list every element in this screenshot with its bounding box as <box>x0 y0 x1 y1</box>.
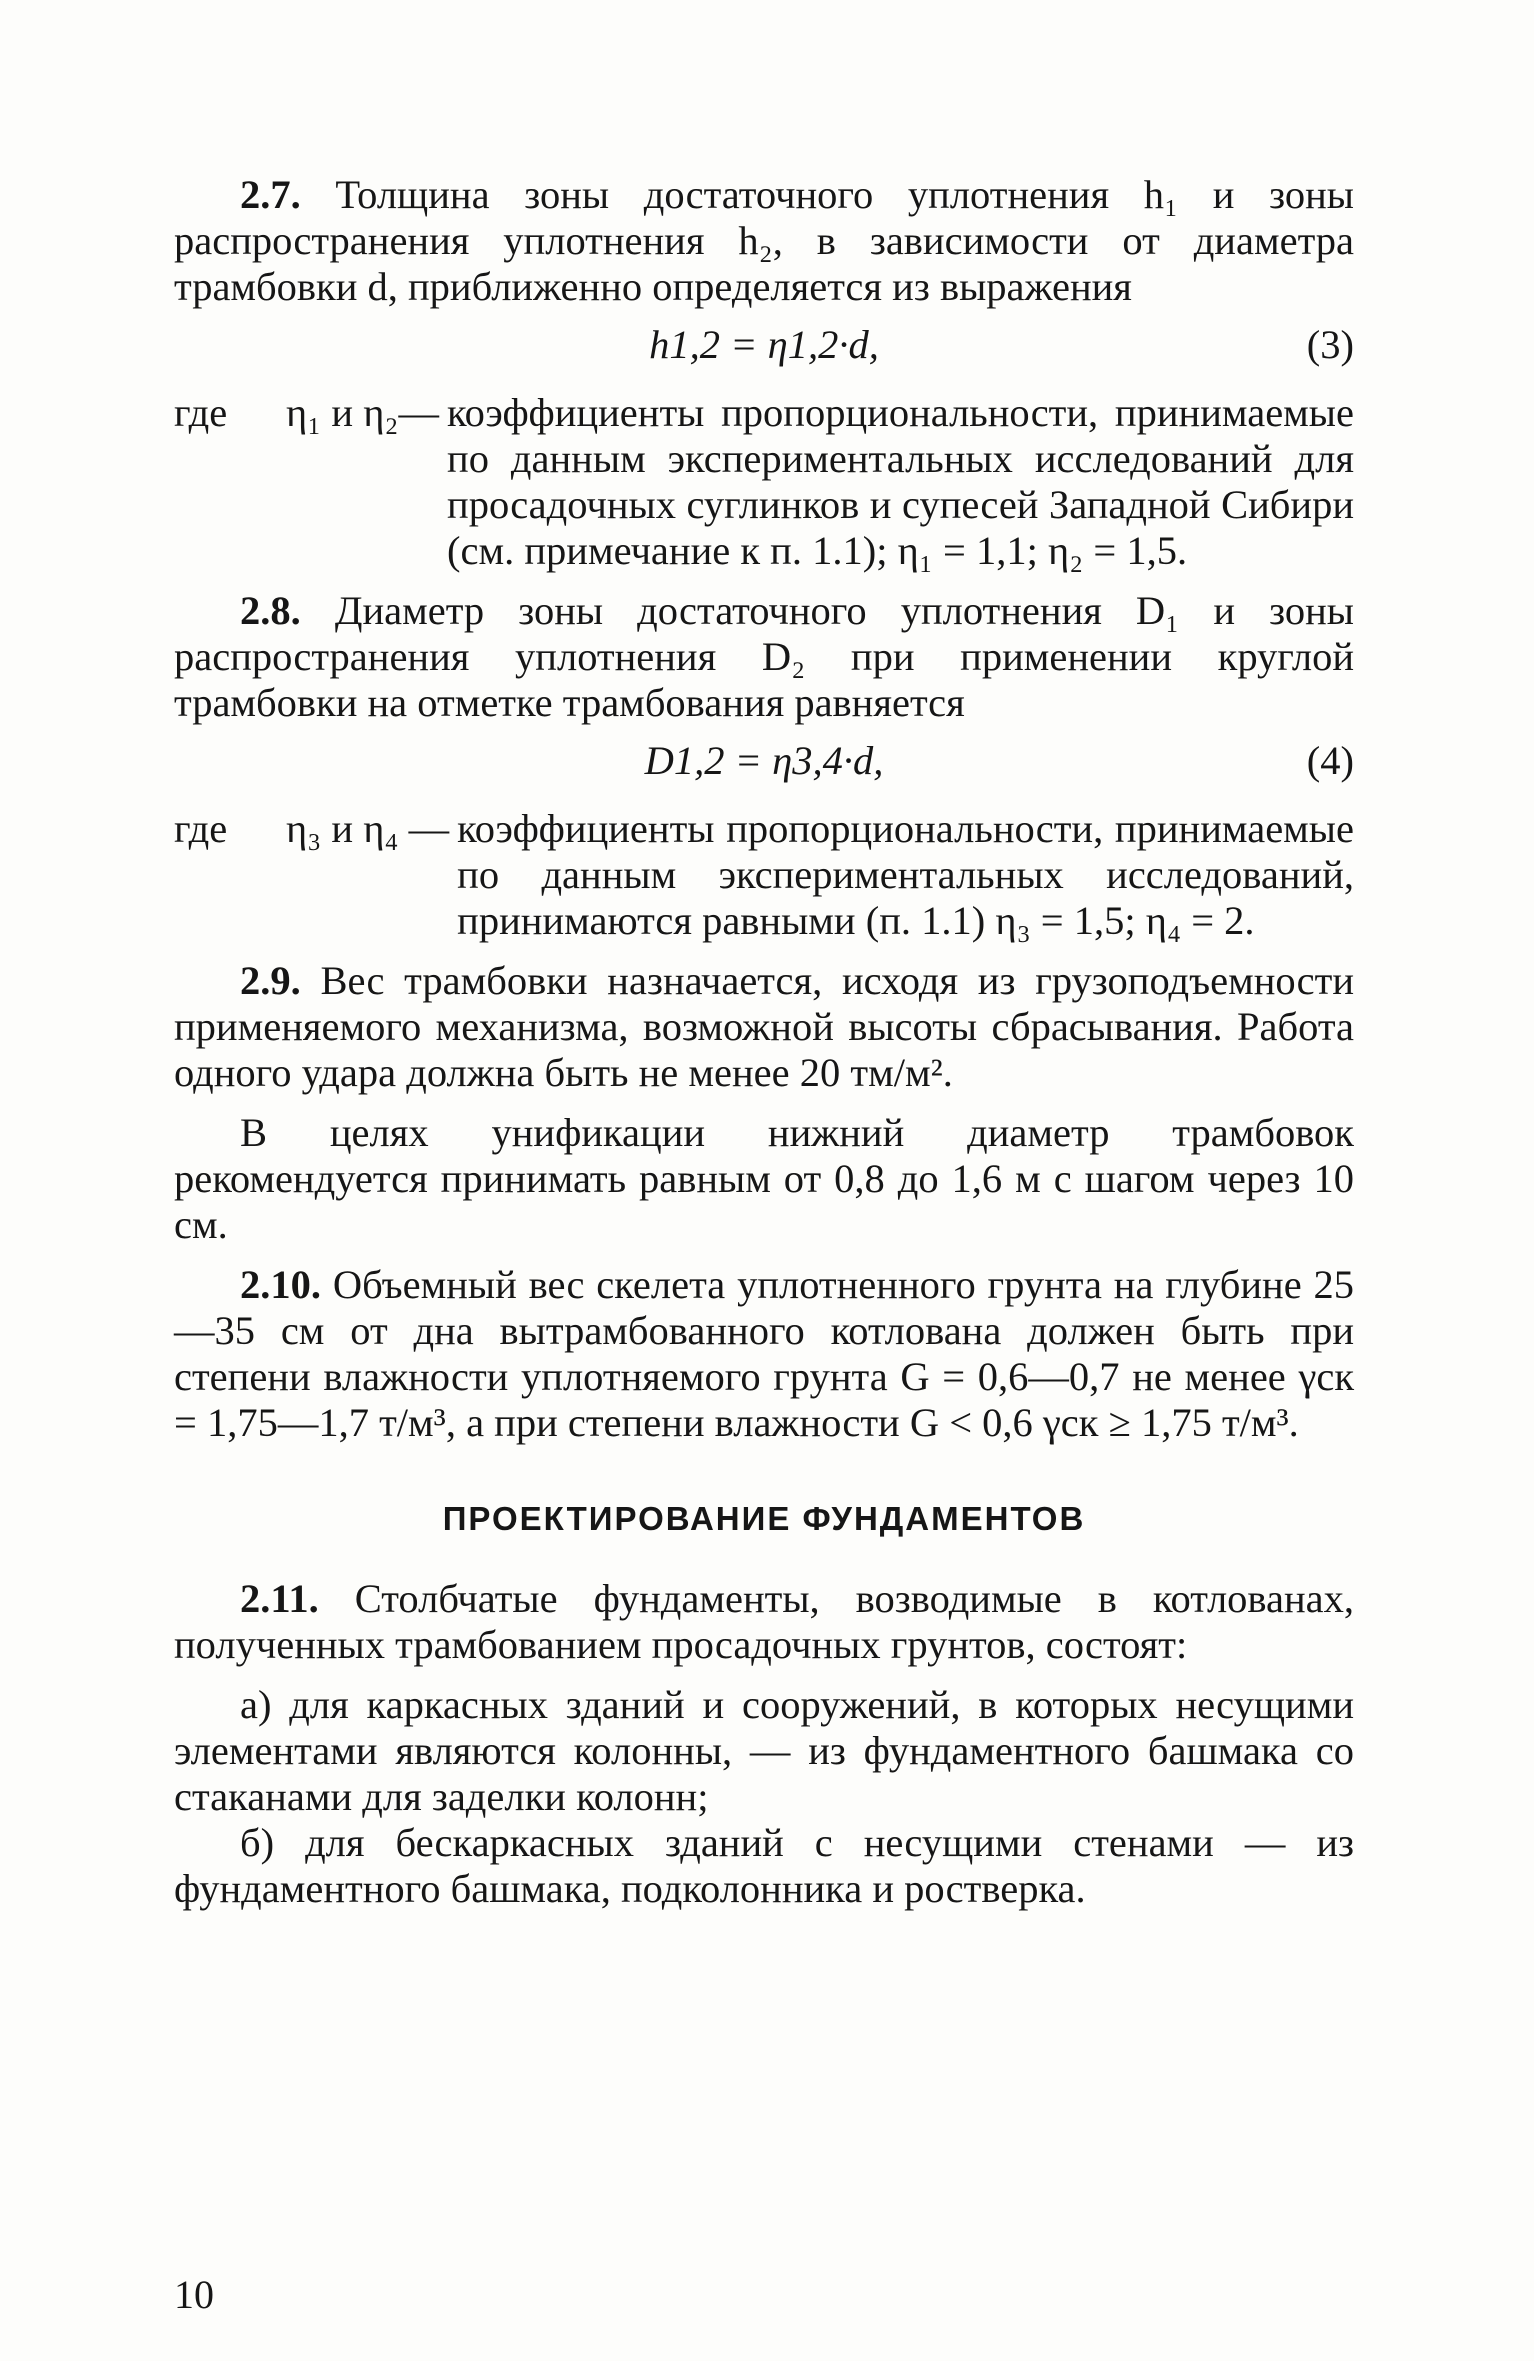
paragraph-2-9 <box>174 958 1354 1096</box>
where-description: коэффициенты пропорциональности, принимаемые по данным экспериментальных исследований, принимаются равными (п. 1.1) η₃ = 1,5; η₄ = 2. <box>457 806 1354 943</box>
equation-number: (4) <box>1306 738 1354 783</box>
paragraph-2-10 <box>174 1262 1354 1446</box>
where-symbols: η₁ и η₂— <box>286 390 440 435</box>
clause-number: 2.11. <box>240 1576 319 1621</box>
equation-formula: D1,2 = η3,4·d, <box>644 738 884 783</box>
clause-number: 2.9. <box>240 958 301 1003</box>
clause-text: Вес трамбовки назначается, исходя из грузоподъемности применяемого механизма, возможной высоты сбрасывания. Работа одного удара должна быть не менее 20 тм/м². <box>174 958 1354 1095</box>
paragraph-2-8 <box>174 588 1354 726</box>
where-symbols: η₃ и η₄ — <box>286 806 450 851</box>
clause-number: 2.7. <box>240 172 301 217</box>
paragraph-2-11 <box>174 1576 1354 1668</box>
clause-text: Толщина зоны достаточного уплотнения h₁ и зоны распространения уплотнения h₂, в зависимости от диаметра трамбовки d, приближенно определяется из выражения <box>174 172 1354 309</box>
equation-formula: h1,2 = η1,2·d, <box>649 322 879 367</box>
equation-4 <box>174 732 1354 792</box>
equation-3 <box>174 316 1354 376</box>
clause-text: Объемный вес скелета уплотненного грунта на глубине 25—35 см от дна вытрамбованного котлована должен быть при степени влажности уплотняемого грунта G = 0,6—0,7 не менее γск = 1,75—1,7 т/м³, а при степени влажности G < 0,6 γск ≥ 1,75 т/м³. <box>174 1262 1354 1445</box>
clause-text: Диаметр зоны достаточного уплотнения D₁ и зоны распространения уплотнения D₂ при применении круглой трамбовки на отметке трамбования равняется <box>174 588 1354 725</box>
paragraph-2-7 <box>174 172 1354 310</box>
where-block-3 <box>174 390 1354 574</box>
where-description: коэффициенты пропорциональности, принимаемые по данным экспериментальных исследований для просадочных суглинков и супесей Западной Сибири (см. примечание к п. 1.1); η₁ = 1,1; η₂ = 1,5. <box>447 390 1354 573</box>
where-block-4 <box>174 806 1354 944</box>
where-label: где <box>174 806 228 851</box>
clause-number: 2.8. <box>240 588 301 633</box>
where-label: где <box>174 390 228 435</box>
equation-number: (3) <box>1306 322 1354 367</box>
clause-text: Столбчатые фундаменты, возводимые в котлованах, полученных трамбованием просадочных грунтов, состоят: <box>174 1576 1355 1667</box>
page-body <box>174 172 1354 1912</box>
paragraph-2-9-continued <box>174 1110 1354 1248</box>
section-heading: ПРОЕКТИРОВАНИЕ ФУНДАМЕНТОВ <box>442 1500 1086 1537</box>
clause-number: 2.10. <box>240 1262 321 1307</box>
page-number: 10 <box>174 2272 214 2317</box>
list-item-b: б) для бескаркасных зданий с несущими стенами — из фундаментного башмака, подколонника и ростверка. <box>174 1820 1354 1911</box>
clause-text: В целях унификации нижний диаметр трамбовок рекомендуется принимать равным от 0,8 до 1,6 м с шагом через 10 см. <box>174 1110 1354 1247</box>
list-item-a: а) для каркасных зданий и сооружений, в которых несущими элементами являются колонны, — из фундаментного башмака со стаканами для заделки колонн; <box>174 1682 1354 1819</box>
